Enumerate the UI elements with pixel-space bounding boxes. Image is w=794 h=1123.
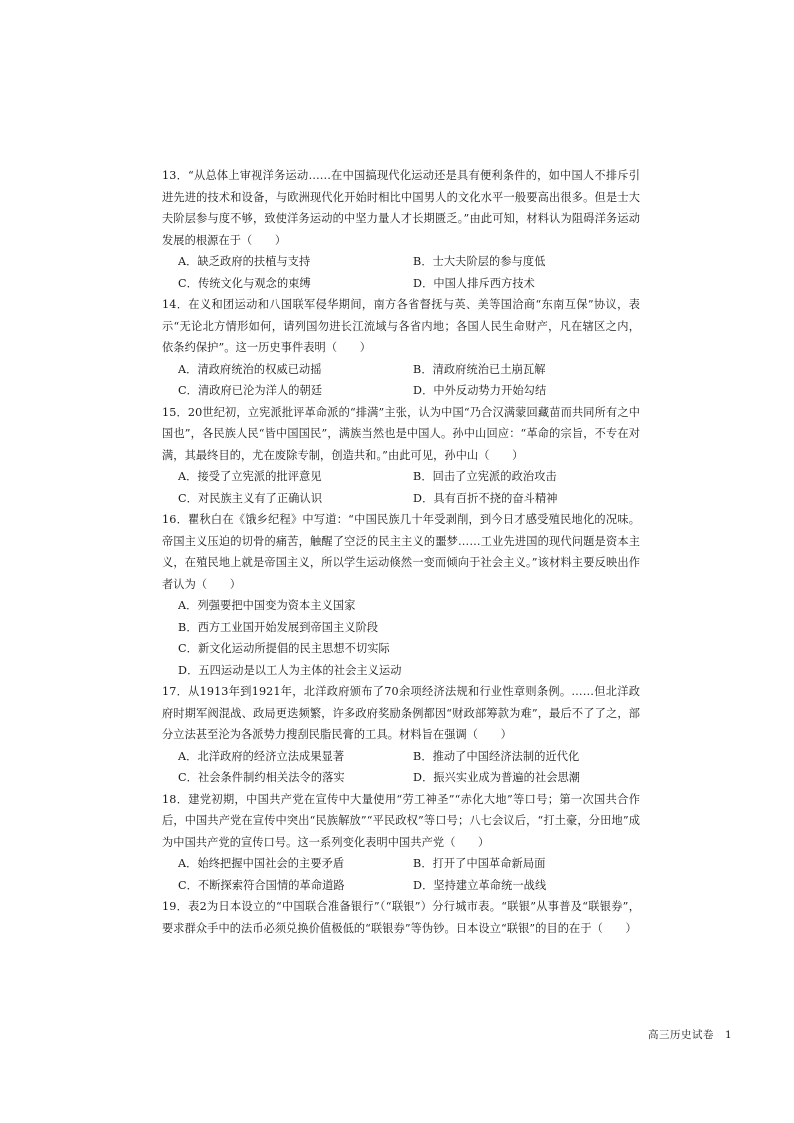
option-b: B．回击了立宪派的政治攻击 <box>413 470 557 483</box>
option-d: D．中外反动势力开始勾结 <box>413 384 547 397</box>
question-stem: 16．瞿秋白在《饿乡纪程》中写道：“中国民族几十年受剥削，到今日才感受殖民地化的况味。帝国主义压迫的切骨的痛苦，触醒了空泛的民主主义的噩梦……工业先进国的现代问题是资本主义，在殖民地上就是帝国主义，所以学生运动倏然一变而倾向于社会主义。”该材料主要反映出作者认为（ ） <box>162 513 640 591</box>
question-stem: 13．“从总体上审视洋务运动……在中国搞现代化运动还是具有便利条件的，如中国人不排斥引进先进的技术和设备，与欧洲现代化开始时相比中国男人的文化水平一般要高出很多。但是士大夫阶层参与度不够，致使洋务运动的中坚力量人才长期匮乏。”由此可知，材料认为阻碍洋务运动发展的根源在于（ ） <box>162 169 640 247</box>
option-c: C．不断探索符合国情的革命道路 <box>178 878 345 892</box>
option-c: C．社会条件制约相关法令的落实 <box>178 771 345 784</box>
question-18 <box>162 789 640 897</box>
question-options <box>162 746 640 789</box>
question-list <box>162 165 640 939</box>
option-d: D．五四运动是以工人为主体的社会主义运动 <box>178 663 402 677</box>
question-19 <box>162 896 640 939</box>
option-b: B．清政府统治已土崩瓦解 <box>413 362 546 376</box>
question-14 <box>162 294 640 402</box>
option-a: A．列强要把中国变为资本主义国家 <box>178 599 356 612</box>
option-c: C．传统文化与观念的束缚 <box>178 276 311 290</box>
question-stem: 17．从1913年到1921年，北洋政府颁布了70余项经济法规和行业性章则条例。……但北洋政府时期军阀混战、政局更迭频繁，许多政府奖励条例都因“财政部筹款为难”，最后不了了之，部分立法甚至沦为各派势力搜刮民脂民膏的工具。材料旨在强调（ ） <box>162 685 640 741</box>
option-b: B．西方工业国开始发展到帝国主义阶段 <box>178 620 379 634</box>
option-a: A．缺乏政府的扶植与支持 <box>178 255 311 268</box>
option-d: D．坚持建立革命统一战线 <box>413 878 547 892</box>
question-options <box>162 853 640 896</box>
question-options <box>162 251 640 294</box>
question-options <box>162 466 640 509</box>
page-footer: 高三历史试卷 1 <box>648 1029 733 1041</box>
question-stem: 19．表2为日本设立的“中国联合准备银行”（“联银”）分行城市表。“联银”从事普及“联银券”，要求群众手中的法币必须兑换价值极低的“联银券”等伪钞。日本设立“联银”的目的在于（ ） <box>162 900 640 935</box>
option-b: B．推动了中国经济法制的近代化 <box>413 749 580 763</box>
question-16 <box>162 509 640 681</box>
option-c: C．对民族主义有了正确认识 <box>178 491 323 505</box>
option-a: A．清政府统治的权威已动摇 <box>178 362 322 376</box>
question-options <box>162 595 640 681</box>
option-a: A．始终把握中国社会的主要矛盾 <box>178 857 345 870</box>
option-b: B．打开了中国革命新局面 <box>413 857 546 870</box>
question-17 <box>162 681 640 789</box>
option-b: B．士大夫阶层的参与度低 <box>413 255 546 268</box>
option-d: D．具有百折不挠的奋斗精神 <box>413 491 558 505</box>
option-c: C．新文化运动所提倡的民主思想不切实际 <box>178 642 390 655</box>
option-a: A．北洋政府的经济立法成果显著 <box>178 749 345 763</box>
question-stem: 15．20世纪初，立宪派批评革命派的“排满”主张，认为中国“乃合汉满蒙回藏苗而共同所有之中国也”，各民族人民“皆中国国民”，满族当然也是中国人。孙中山回应：“革命的宗旨，不专在对满，其最终目的，尤在废除专制，创造共和。”由此可见，孙中山（ ） <box>162 405 640 462</box>
option-d: D．振兴实业成为普遍的社会思潮 <box>413 771 581 784</box>
question-stem: 18．建党初期，中国共产党在宣传中大量使用“劳工神圣”“赤化大地”等口号；第一次国共合作后，中国共产党在宣传中突出“民族解放”“平民政权”等口号；八七会议后，“打土豪，分田地”成为中国共产党的宣传口号。这一系列变化表明中国共产党（ ） <box>162 792 640 849</box>
option-d: D．中国人排斥西方技术 <box>413 276 535 290</box>
option-c: C．清政府已沦为洋人的朝廷 <box>178 384 323 397</box>
question-13 <box>162 165 640 294</box>
option-a: A．接受了立宪派的批评意见 <box>178 470 322 483</box>
question-stem: 14．在义和团运动和八国联军侵华期间，南方各省督抚与英、美等国洽商“东南互保”协议，表示“无论北方情形如何，请列国勿进长江流域与各省内地；各国人民生命财产，凡在辖区之内，依条约保护”。这一历史事件表明（ ） <box>162 298 640 354</box>
question-15 <box>162 402 640 510</box>
question-options <box>162 359 640 402</box>
